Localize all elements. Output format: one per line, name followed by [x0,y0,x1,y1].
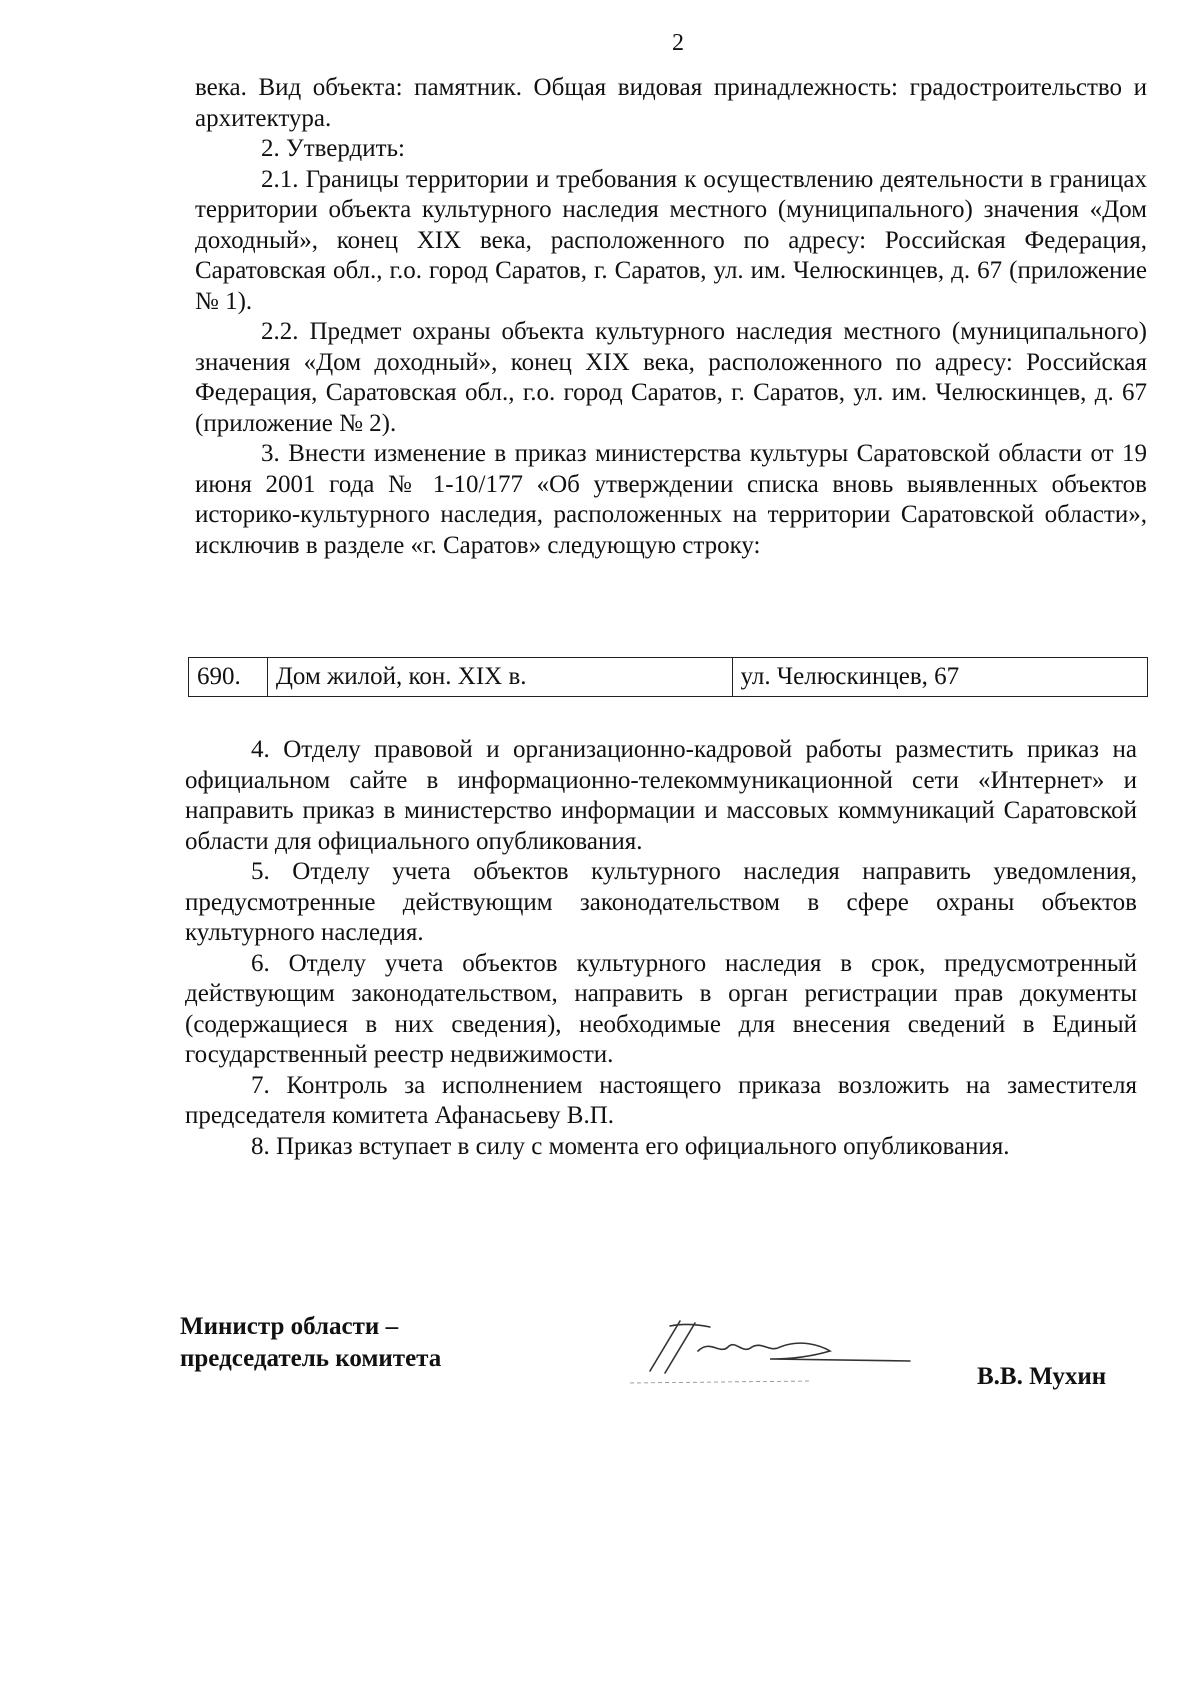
list-table [188,657,1148,697]
paragraph-item-7: 7. Контроль за исполнением настоящего приказа возложить на заместителя председателя комитета Афанасьеву В.П. [185,1071,1137,1129]
page-number: 2 [672,30,684,56]
order-text-bottom [185,735,1137,1162]
paragraph-item-4: 4. Отделу правовой и организационно-кадровой работы разместить приказ на официальном сайте в информационно-телекоммуникационной сети «Интернет» и направить приказ в министерство информации и массовых коммуникаций Саратовской области для официального опубликования. [185,736,1137,855]
handwritten-signature [610,1311,920,1391]
signatory-title-line1: Министр области – [180,1313,399,1340]
signature-block [180,1311,1160,1431]
paragraph-item-6: 6. Отделу учета объектов культурного наследия в срок, предусмотренный действующим законодательством, направить в орган регистрации прав документы (содержащиеся в них сведения), необходимые для внесения сведений в Единый государственный реестр недвижимости. [185,949,1137,1068]
table-row [189,658,1148,697]
order-text-top [195,73,1147,561]
paragraph-continuation: века. Вид объекта: памятник. Общая видовая принадлежность: градостроительство и архитектура. [195,74,1147,132]
paragraph-item-8: 8. Приказ вступает в силу с момента его официального опубликования. [251,1132,1010,1160]
paragraph-item-3: 3. Внести изменение в приказ министерства культуры Саратовской области от 19 июня 2001 года № 1-10/177 «Об утверждении списка вновь выявленных объектов историко-культурного наследия, расположенных на территории Саратовской области», исключив в разделе «г. Саратов» следующую строку: [195,440,1147,559]
table-cell-address: ул. Челюскинцев, 67 [732,658,1147,697]
table-cell-number: 690. [189,658,268,697]
paragraph-item-2: 2. Утвердить: [261,135,405,162]
signatory-title-line2: председатель комитета [180,1345,442,1372]
paragraph-item-2-2: 2.2. Предмет охраны объекта культурного наследия местного (муниципального) значения «Дом доходный», конец XIX века, расположенного по адресу: Российская Федерация, Саратовская обл., г.о. город Саратов, г. Саратов, ул. им. Челюскинцев, д. 67 (приложение № 2). [195,318,1147,437]
paragraph-item-5: 5. Отделу учета объектов культурного наследия направить уведомления, предусмотренные действующим законодательством в сфере охраны объектов культурного наследия. [185,858,1137,946]
paragraph-item-2-1: 2.1. Границы территории и требования к осуществлению деятельности в границах территории объекта культурного наследия местного (муниципального) значения «Дом доходный», конец XIX века, расположенного по адресу: Российская Федерация, Саратовская обл., г.о. город Саратов, г. Саратов, ул. им. Челюскинцев, д. 67 (приложение № 1). [195,165,1147,315]
signatory-name: В.В. Мухин [977,1363,1107,1390]
table-cell-name: Дом жилой, кон. XIX в. [267,658,732,697]
excluded-row-table [188,657,1148,697]
